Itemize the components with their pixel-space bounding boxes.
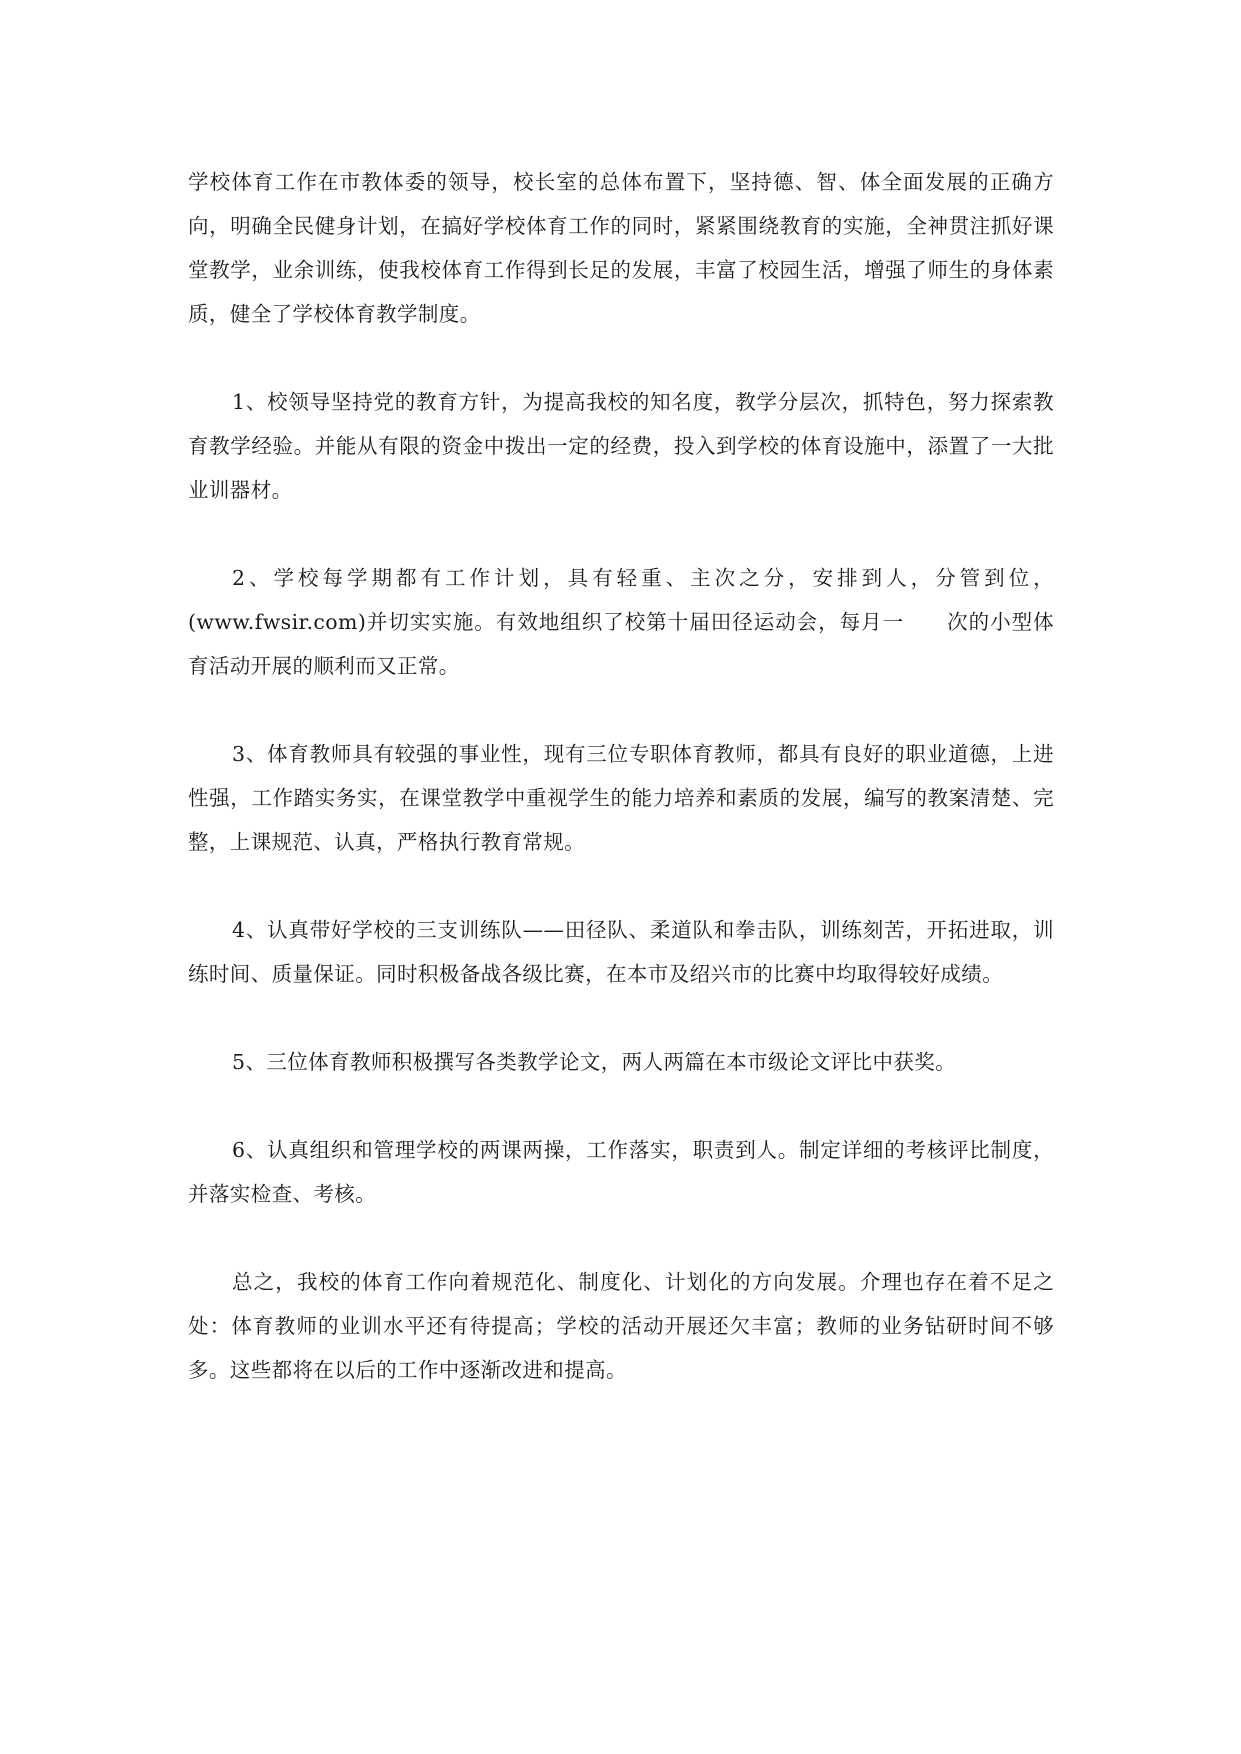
paragraph-item-4: 4、认真带好学校的三支训练队——田径队、柔道队和拳击队，训练刻苦，开拓进取，训练时间、质量保证。同时积极备战各级比赛，在本市及绍兴市的比赛中均取得较好成绩。 (188, 918, 1054, 986)
paragraph-item-5: 5、三位体育教师积极撰写各类教学论文，两人两篇在本市级论文评比中获奖。 (232, 1050, 957, 1074)
intro-paragraph: 学校体育工作在市教体委的领导，校长室的总体布置下，坚持德、智、体全面发展的正确方向，明确全民健身计划，在搞好学校体育工作的同时，紧紧围绕教育的实施，全神贯注抓好课堂教学，业余训练，使我校体育工作得到长足的发展，丰富了校园生活，增强了师生的身体素质，健全了学校体育教学制度。 (188, 170, 1054, 326)
paragraph-item-3: 3、体育教师具有较强的事业性，现有三位专职体育教师，都具有良好的职业道德，上进性强，工作踏实务实，在课堂教学中重视学生的能力培养和素质的发展，编写的教案清楚、完整，上课规范、认真，严格执行教育常规。 (188, 742, 1054, 854)
document-body (188, 160, 1054, 1436)
summary-paragraph: 总之，我校的体育工作向着规范化、制度化、计划化的方向发展。介理也存在着不足之处：体育教师的业训水平还有待提高；学校的活动开展还欠丰富；教师的业务钻研时间不够多。这些都将在以后的工作中逐渐改进和提高。 (188, 1270, 1054, 1382)
paragraph-item-2: 2、学校每学期都有工作计划，具有轻重、主次之分，安排到人，分管到位，(www.fwsir.com)并切实实施。有效地组织了校第十届田径运动会，每月一 次的小型体育活动开展的顺利而又正常。 (188, 566, 1054, 678)
paragraph-item-6: 6、认真组织和管理学校的两课两操，工作落实，职责到人。制定详细的考核评比制度，并落实检查、考核。 (188, 1138, 1054, 1206)
paragraph-item-1: 1、校领导坚持党的教育方针，为提高我校的知名度，教学分层次，抓特色，努力探索教育教学经验。并能从有限的资金中拨出一定的经费，投入到学校的体育设施中，添置了一大批业训器材。 (188, 390, 1054, 502)
